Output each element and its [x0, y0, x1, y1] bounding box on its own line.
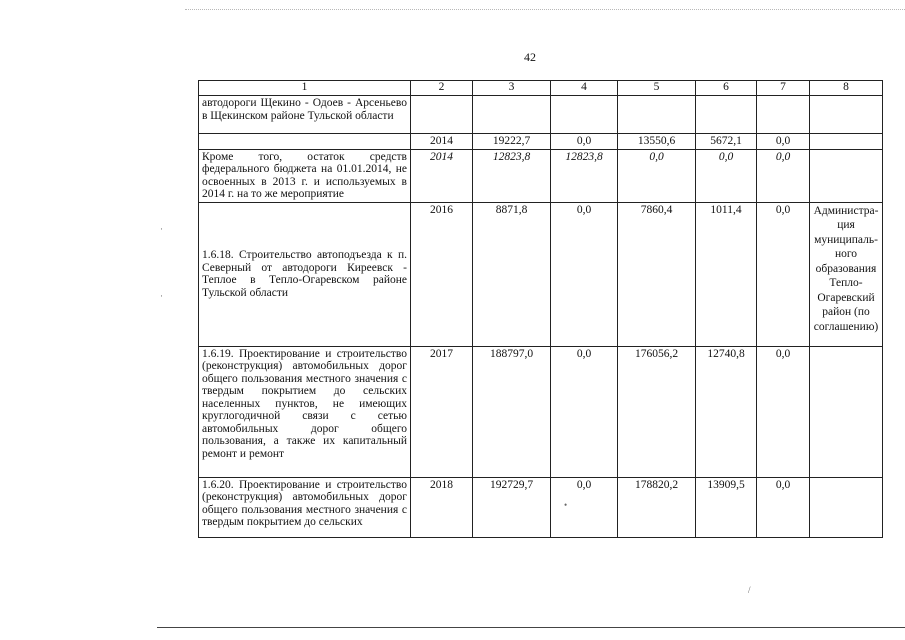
total-cell: 8871,8 [473, 202, 551, 346]
municipal-budget-cell: 0,0 [696, 149, 757, 202]
measure-description [199, 134, 411, 150]
executor-cell [810, 134, 883, 150]
year-cell: 2014 [411, 134, 473, 150]
table-row [199, 202, 883, 346]
scan-top-edge-line [185, 9, 905, 10]
other-sources-cell: 0,0 [757, 149, 810, 202]
column-header: 6 [696, 81, 757, 96]
column-header: 1 [199, 81, 411, 96]
year-cell [411, 96, 473, 134]
municipal-budget-cell [696, 96, 757, 134]
scan-speck: · [160, 224, 163, 234]
table-row [199, 477, 883, 537]
total-cell: 19222,7 [473, 134, 551, 150]
column-header: 3 [473, 81, 551, 96]
total-cell: 192729,7 [473, 477, 551, 537]
program-table [198, 80, 883, 538]
regional-budget-cell: 13550,6 [618, 134, 696, 150]
year-cell: 2014 [411, 149, 473, 202]
total-cell [473, 96, 551, 134]
measure-description: 1.6.20. Проектирование и строительство (реконструкция) автомобильных дорог общего пользования местного значения с твердым покрытием до сельских [199, 477, 411, 537]
municipal-budget-cell: 12740,8 [696, 346, 757, 477]
column-header: 7 [757, 81, 810, 96]
regional-budget-cell: 176056,2 [618, 346, 696, 477]
table-row [199, 346, 883, 477]
table-row [199, 134, 883, 150]
other-sources-cell: 0,0 [757, 202, 810, 346]
federal-budget-cell: 12823,8 [551, 149, 618, 202]
scan-bottom-edge-line [157, 627, 905, 628]
year-cell: 2018 [411, 477, 473, 537]
scan-speck: / [748, 585, 751, 595]
column-header: 2 [411, 81, 473, 96]
table-row [199, 96, 883, 134]
scan-speck: · [160, 291, 163, 301]
executor-cell [810, 346, 883, 477]
federal-budget-cell: 0,0 [551, 346, 618, 477]
other-sources-cell: 0,0 [757, 477, 810, 537]
measure-description: 1.6.18. Строительство автоподъезда к п. Северный от автодороги Киреевск - Теплое в Тепло-Огаревском районе Тульской области [199, 202, 411, 346]
regional-budget-cell: 178820,2 [618, 477, 696, 537]
municipal-budget-cell: 13909,5 [696, 477, 757, 537]
other-sources-cell: 0,0 [757, 346, 810, 477]
measure-description: Кроме того, остаток средств федерального бюджета на 01.01.2014, не освоенных в 2013 г. и используемых в 2014 г. на то же мероприятие [199, 149, 411, 202]
executor-cell: Администра-ция муниципаль-ного образования Тепло-Огаревский район (по соглашению) [810, 202, 883, 346]
municipal-budget-cell: 1011,4 [696, 202, 757, 346]
column-header: 4 [551, 81, 618, 96]
measure-description: 1.6.19. Проектирование и строительство (реконструкция) автомобильных дорог общего пользования местного значения с твердым покрытием до сельских населенных пунктов, не имеющих круглогодичной связи с сетью автомобильных дорог общего пользования, а также их капитальный ремонт и ремонт [199, 346, 411, 477]
federal-budget-cell: 0,0 [551, 202, 618, 346]
scan-speck: • [564, 500, 568, 510]
regional-budget-cell [618, 96, 696, 134]
page-number: 42 [524, 50, 536, 64]
regional-budget-cell: 7860,4 [618, 202, 696, 346]
column-header: 5 [618, 81, 696, 96]
federal-budget-cell [551, 96, 618, 134]
other-sources-cell: 0,0 [757, 134, 810, 150]
executor-cell [810, 149, 883, 202]
regional-budget-cell: 0,0 [618, 149, 696, 202]
total-cell: 188797,0 [473, 346, 551, 477]
year-cell: 2016 [411, 202, 473, 346]
table-header-row [199, 81, 883, 96]
federal-budget-cell: 0,0 [551, 134, 618, 150]
total-cell: 12823,8 [473, 149, 551, 202]
executor-cell [810, 477, 883, 537]
column-header: 8 [810, 81, 883, 96]
table-row [199, 149, 883, 202]
municipal-budget-cell: 5672,1 [696, 134, 757, 150]
measure-description: автодороги Щекино - Одоев - Арсеньево в Щекинском районе Тульской области [199, 96, 411, 134]
year-cell: 2017 [411, 346, 473, 477]
executor-cell [810, 96, 883, 134]
federal-budget-cell: 0,0 [551, 477, 618, 537]
other-sources-cell [757, 96, 810, 134]
